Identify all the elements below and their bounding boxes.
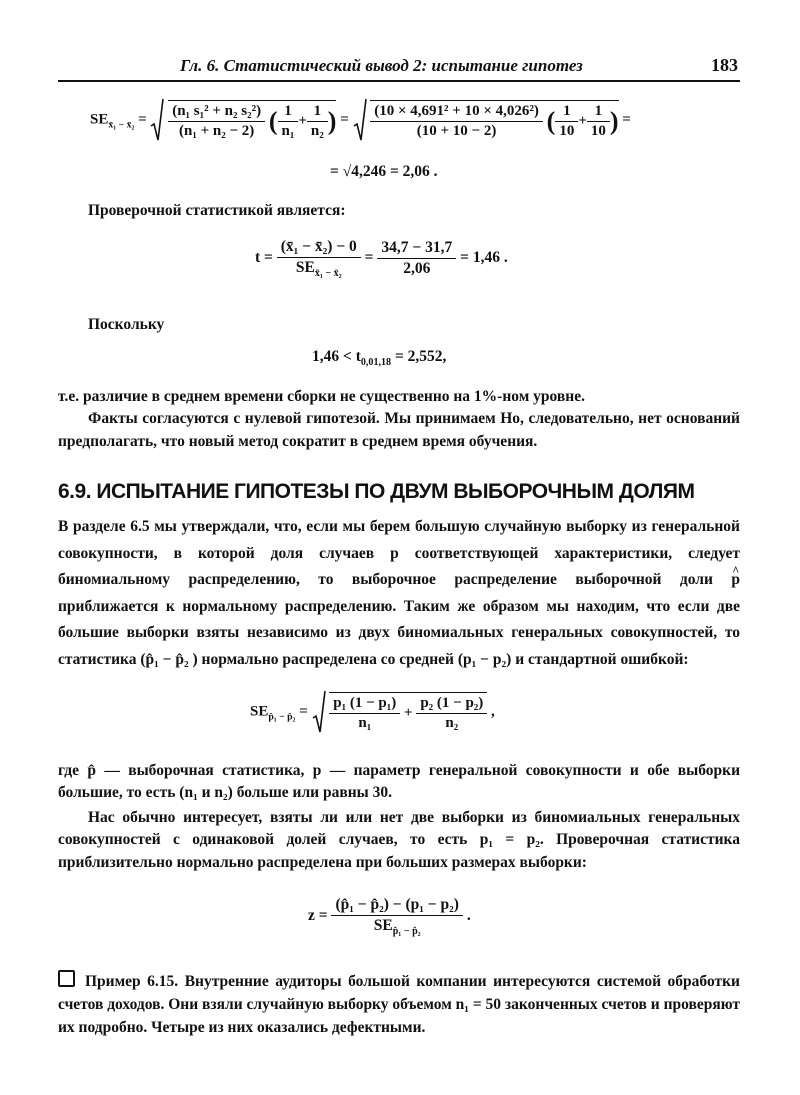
inequality: 1,46 < t: [312, 348, 361, 365]
values-numerator: (10 × 4,691² + 10 × 4,026²): [370, 103, 543, 122]
t-symbol: t =: [255, 249, 273, 267]
p-hat-symbol: ^ p: [731, 567, 740, 594]
values-fraction: [370, 103, 543, 140]
one: 1: [555, 103, 578, 122]
example-box-icon: [58, 970, 75, 987]
frac-1-10-a: [555, 103, 578, 140]
values-denominator: (10 + 10 − 2): [416, 123, 497, 139]
general-denominator: (n₁ + n₂ − 2): [179, 123, 255, 139]
term2-denominator: n₂: [445, 715, 459, 731]
z-statistic-formula: [308, 896, 471, 937]
text-segment: нормально распределена со средней: [197, 650, 458, 668]
text-segment: В разделе: [58, 518, 131, 535]
frac-1-10-b: [587, 103, 610, 140]
text-where: где p̂ — выборочная статистика, p — параметр генеральной совокупности и обе выборки большие, то есть (n₁ и n₂) больше или равны 30.: [58, 762, 740, 802]
z-denominator: [331, 916, 462, 937]
se-subscript: p̂₁ − p̂₂: [392, 926, 421, 938]
se-result: = √4,246 = 2,06 .: [330, 163, 438, 180]
sqrt-sign: [312, 690, 326, 734]
n2: n₂: [310, 123, 324, 139]
general-fraction: [168, 103, 265, 140]
t-numerator: (x̄₁ − x̄₂) − 0: [277, 238, 361, 258]
section-ref: 6.5: [130, 518, 150, 535]
ten: 10: [590, 123, 606, 139]
ten: 10: [559, 123, 575, 139]
t-values-denominator: 2,06: [403, 260, 431, 278]
z-fraction: [331, 896, 462, 937]
t-values-fraction: [377, 239, 456, 278]
text-since: Поскольку: [88, 316, 165, 333]
trailing-comma: ,: [491, 703, 495, 720]
text-difference: т.е. различие в среднем времени сборки не существенно на 1%-ном уровне.: [58, 388, 585, 405]
sqrt-body: $\frac{\text{p₁ (1 − p₁)}}{\text{n₁}}$ + $\frac{\text{p₂ (1 − p₂)}}{\text{n₂}}$: [329, 692, 487, 732]
conclusion-paragraph: [58, 386, 740, 453]
section-heading: 6.9. ИСПЫТАНИЕ ГИПОТЕЗЫ ПО ДВУМ ВЫБОРОЧНЫМ ДОЛЯМ: [58, 480, 695, 503]
se-symbol: SE: [373, 917, 393, 934]
header-rule: [58, 80, 740, 82]
example-text: Внутренние аудиторы большой компании интересуются системой обработки счетов доходов. Они взяли случайную выборку объемом n₁ = 50 законченных счетов и проверяют их подробно. Четыре из них оказались дефектными.: [58, 973, 740, 1036]
difference-statistic: (p̂₁ − p̂₂ ): [140, 650, 198, 668]
one: 1: [278, 103, 299, 122]
text-test-statistic: Проверочной статистикой является:: [88, 202, 346, 219]
se-symbol: SE: [90, 111, 109, 128]
z-symbol: z =: [308, 907, 328, 925]
one: 1: [587, 103, 610, 122]
definition-paragraph: [58, 760, 740, 874]
term1-denominator: n₁: [358, 715, 372, 731]
text-segment: приближается к нормальному распределению. Таким же образом мы находим, что если две большие выборки взяты независимо из двух биномиальных генеральных совокупностей, то статистика: [58, 597, 740, 668]
se-symbol: SE: [295, 259, 315, 276]
critical-value: = 2,552,: [394, 348, 447, 365]
page-number: 183: [711, 55, 738, 75]
running-header-title: Гл. 6. Статистический вывод 2: испытание гипотез: [180, 56, 583, 75]
critical-value-formula: [312, 348, 446, 368]
se-subscript: p̂₁ − p̂₂: [268, 711, 296, 723]
trailing-period: .: [466, 907, 471, 925]
se-subscript: x̄₁ − x̄₂: [108, 119, 135, 131]
text-interest: Нас обычно интересует, взяты ли или нет две выборки из биномиальных генеральных совокупностей с одинаковой долей случаев, то есть p₁ = p₂. Проверочная статистика приблизительно нормально распределена при больших размерах выборки:: [58, 808, 740, 871]
t-subscript: 0,01,18: [360, 357, 392, 369]
term2-numerator: p₂ (1 − p₂): [416, 695, 487, 714]
se-proportions-formula: $SE_{p̂_1 - p̂_2}$ = $\frac{\text{p₁ (1 − p₁)}}{\text{n₁}}$ + $\frac{\text{p₂ (1 − p₂)}}{\text{n₂}}$ ,: [250, 690, 495, 734]
example-paragraph: [58, 970, 740, 1039]
t-statistic-formula: t = $\frac{\text{(x̄₁ − x̄₂) − 0}}{SE_{x̄_1 - x̄_2}}$ = $\frac{34,7 - 31,7}{2,06}$ = 1,46 .: [255, 238, 508, 280]
general-numerator: (n₁ s₁² + n₂ s₂²): [168, 103, 265, 122]
se-subscript: x̄₁ − x̄₂: [314, 268, 342, 280]
sqrt-body: $\frac{\text{(n₁ s₁² + n₂ s₂²)}}{\text{(n₁ + n₂ − 2)}}$ ( $\frac{1}{\text{n₁}}$ + $\frac{1}{\text{n₂}}$ ): [168, 100, 336, 140]
term1-numerator: p₁ (1 − p₁): [329, 695, 400, 714]
frac-1-n1: [278, 103, 299, 140]
frac-1-n2: [307, 103, 328, 140]
t-result: = 1,46 .: [460, 249, 508, 267]
t-fraction: [277, 238, 361, 279]
z-numerator: (p̂₁ − p̂₂) − (p₁ − p₂): [331, 896, 462, 916]
intro-paragraph: [58, 514, 740, 673]
example-label: Пример 6.15.: [85, 973, 179, 990]
se-symbol: SE: [250, 703, 269, 720]
t-denominator: [277, 258, 361, 279]
term1-fraction: [329, 695, 400, 732]
text-segment: мы утверждали, что, если мы берем большую случайную выборку из генеральной совокупности, в которой доля случаев p соответствующей характеристики, следует биномиальному распределению, то выборочное распределение выборочной доли: [58, 518, 740, 588]
sqrt-sign: [150, 98, 164, 142]
se-formula-general: $SE_{x̄_1 - x̄_2}$ = $\frac{\text{(n₁ s₁² + n₂ s₂²)}}{\text{(n₁ + n₂ − 2)}}$ ( $\frac{1}{\text{n₁}}$ + $\frac{1}{\text{n₂}}$ ) = $\frac{\text{(10 × 4,691² + 10 × 4,026²)}}{(10 + 10 - 2)}$ ( $\frac{1}{10}$ + $\frac{1}{10}$ ) =: [90, 98, 631, 142]
one: 1: [307, 103, 328, 122]
text-segment: и стандартной ошибкой:: [511, 650, 689, 668]
term2-fraction: [416, 695, 487, 732]
sqrt-body-values: $\frac{\text{(10 × 4,691² + 10 × 4,026²)}}{(10 + 10 - 2)}$ ( $\frac{1}{10}$ + $\frac{1}{10}$ ): [370, 100, 618, 140]
sqrt-sign-values: [353, 98, 367, 142]
t-values-numerator: 34,7 − 31,7: [377, 239, 456, 259]
mean-expression: (p₁ − p₂): [457, 650, 512, 668]
n1: n₁: [281, 123, 295, 139]
text-facts: Факты согласуются с нулевой гипотезой. Мы принимаем Но, следовательно, нет оснований предполагать, что новый метод сократит в среднем время обучения.: [58, 410, 740, 450]
